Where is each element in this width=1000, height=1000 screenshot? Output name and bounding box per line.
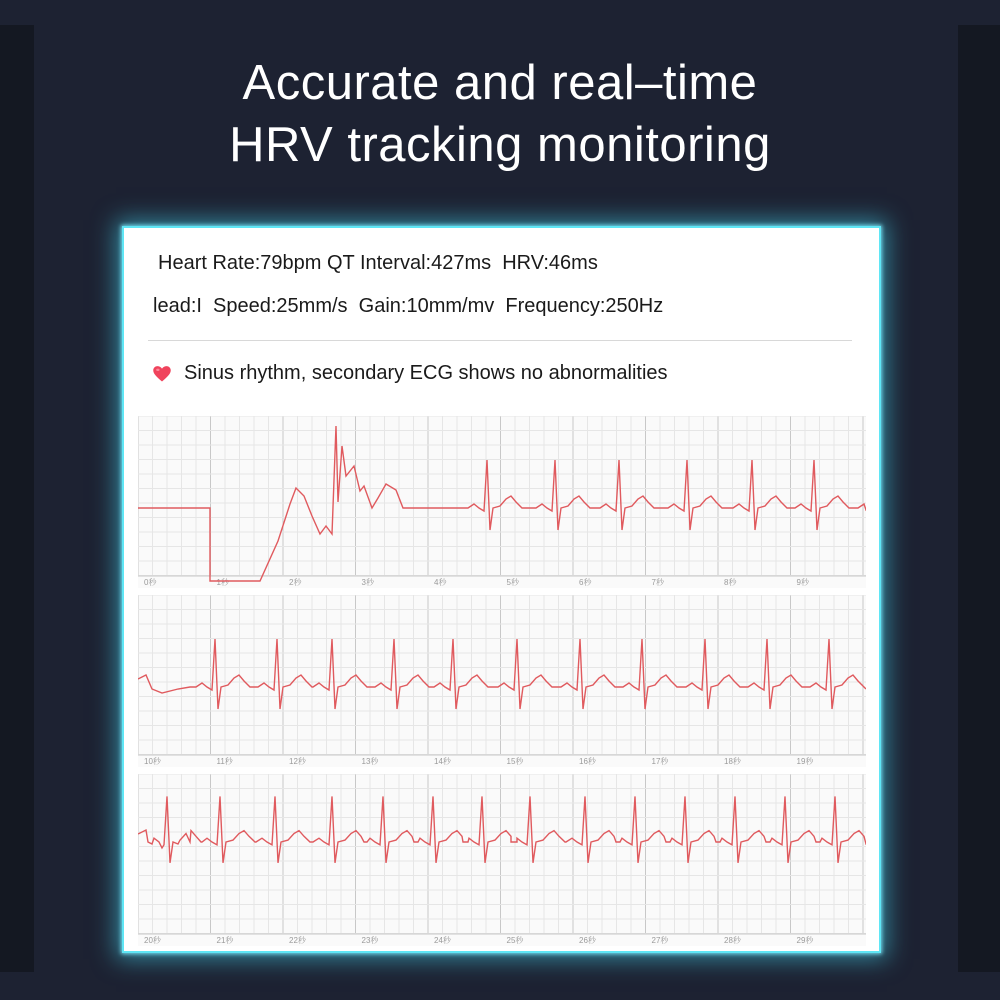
second-tick-label: 29秒 bbox=[796, 936, 814, 945]
second-tick-label: 17秒 bbox=[651, 757, 669, 766]
second-tick-label: 5秒 bbox=[506, 578, 519, 587]
second-tick-label: 6秒 bbox=[579, 578, 592, 587]
second-tick-label: 3秒 bbox=[361, 578, 374, 587]
second-tick-label: 28秒 bbox=[724, 936, 741, 945]
second-tick-label: 15秒 bbox=[506, 757, 524, 766]
second-tick-label: 20秒 bbox=[144, 936, 161, 945]
second-tick-label: 4秒 bbox=[434, 578, 447, 587]
second-tick-label: 14秒 bbox=[434, 757, 451, 766]
diagnosis-summary bbox=[152, 362, 668, 385]
headline-line-1: Accurate and real–time bbox=[242, 56, 758, 110]
second-tick-label: 26秒 bbox=[579, 936, 596, 945]
ecg-strip-1 bbox=[138, 416, 866, 588]
diagnosis-text: Sinus rhythm, secondary ECG shows no abnormalities bbox=[184, 362, 668, 384]
second-tick-label: 16秒 bbox=[579, 757, 596, 766]
second-tick-label: 18秒 bbox=[724, 757, 741, 766]
ecg-strip-2-plot bbox=[138, 595, 866, 767]
second-tick-label: 27秒 bbox=[651, 936, 669, 945]
headline bbox=[0, 52, 1000, 176]
second-tick-label: 10秒 bbox=[144, 757, 161, 766]
second-tick-label: 12秒 bbox=[289, 757, 306, 766]
second-tick-label: 0秒 bbox=[144, 578, 157, 587]
recording-settings-row: lead:I Speed:25mm/s Gain:10mm/mv Frequency:250Hz bbox=[153, 295, 664, 317]
ecg-strip-3-plot bbox=[138, 774, 866, 946]
second-tick-label: 25秒 bbox=[506, 936, 524, 945]
heart-icon bbox=[152, 364, 172, 384]
ecg-trace bbox=[138, 796, 866, 863]
second-tick-label: 22秒 bbox=[289, 936, 306, 945]
second-tick-label: 23秒 bbox=[361, 936, 379, 945]
second-tick-label: 11秒 bbox=[216, 757, 233, 766]
vitals-summary-row: Heart Rate:79bpm QT Interval:427ms HRV:46ms bbox=[158, 252, 598, 274]
headline-line-2: HRV tracking monitoring bbox=[229, 118, 771, 172]
divider bbox=[148, 340, 852, 341]
ecg-trace bbox=[138, 639, 866, 709]
second-tick-label: 21秒 bbox=[216, 936, 234, 945]
second-tick-label: 24秒 bbox=[434, 936, 451, 945]
second-tick-label: 9秒 bbox=[796, 578, 809, 587]
ecg-strip-1-plot bbox=[138, 416, 866, 588]
ecg-strip-2 bbox=[138, 595, 866, 767]
second-tick-label: 1秒 bbox=[216, 578, 229, 587]
ecg-report-panel bbox=[122, 226, 881, 953]
second-tick-label: 2秒 bbox=[289, 578, 302, 587]
second-tick-label: 7秒 bbox=[651, 578, 664, 587]
second-tick-label: 13秒 bbox=[361, 757, 379, 766]
second-tick-label: 19秒 bbox=[796, 757, 814, 766]
second-tick-label: 8秒 bbox=[724, 578, 737, 587]
ecg-strip-3 bbox=[138, 774, 866, 946]
